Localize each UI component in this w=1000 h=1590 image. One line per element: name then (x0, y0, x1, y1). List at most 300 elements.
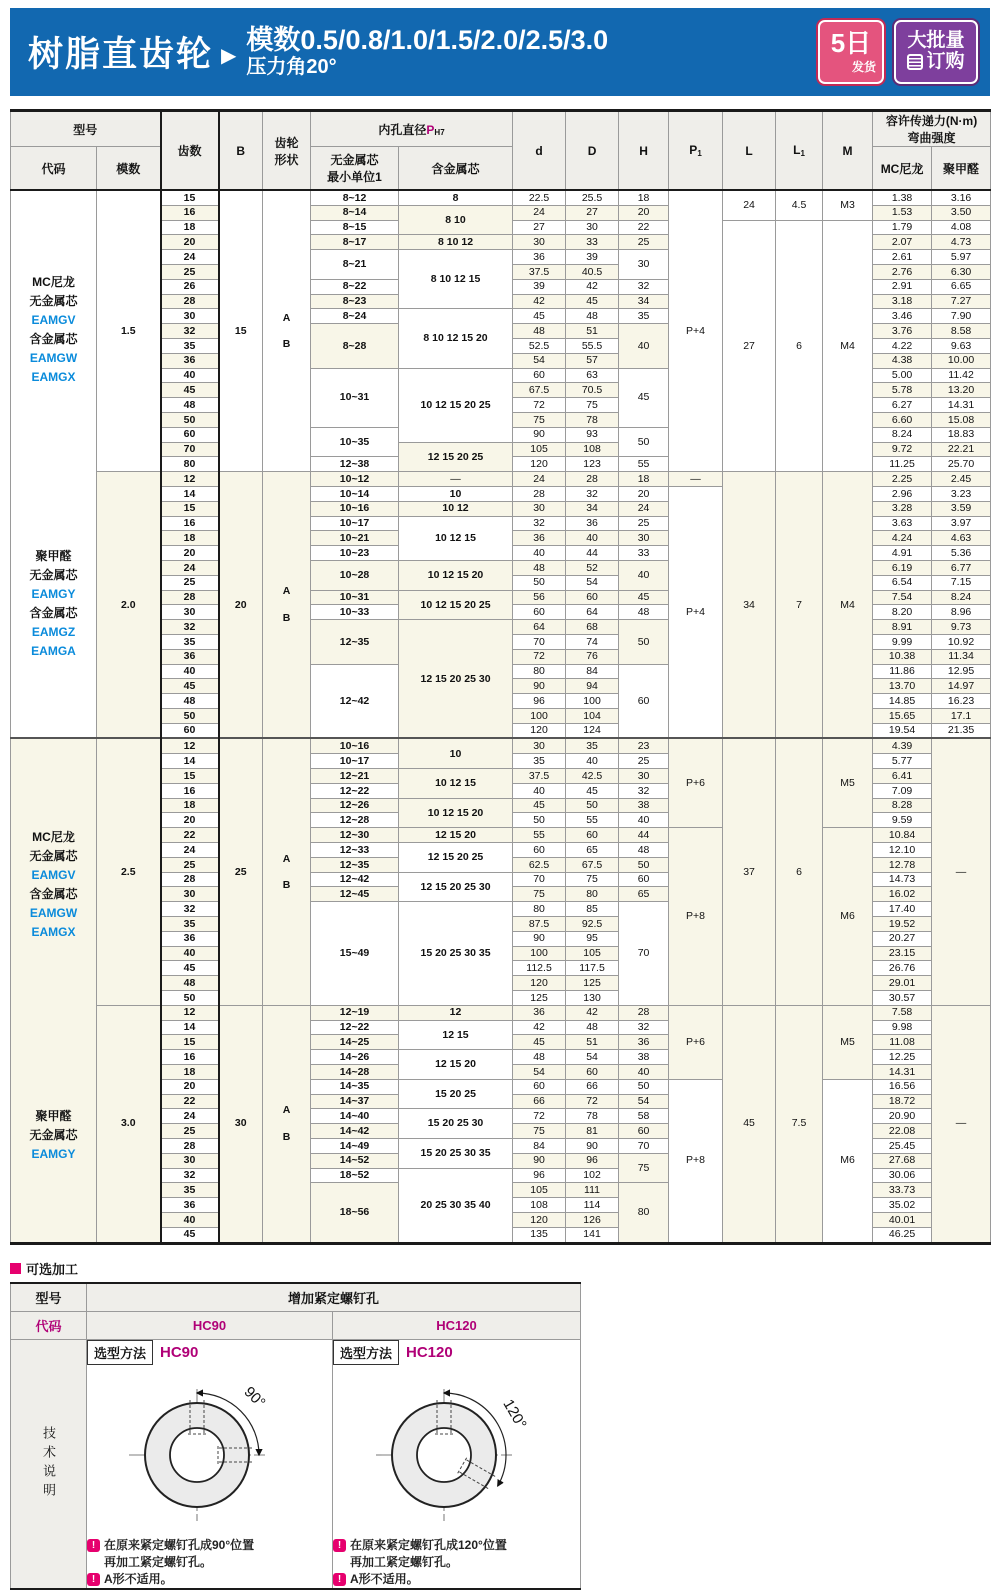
data-cell: 37.5 (513, 769, 566, 784)
data-cell: 80 (513, 902, 566, 917)
data-cell: 8.24 (932, 590, 991, 605)
data-cell: 123 (566, 457, 619, 472)
data-cell: 50 (513, 813, 566, 828)
data-cell: 15.65 (873, 708, 932, 723)
data-cell: 76 (566, 649, 619, 664)
teeth-cell: 18 (161, 531, 219, 546)
data-cell: 108 (566, 442, 619, 457)
data-cell: 55 (566, 813, 619, 828)
teeth-cell: 30 (161, 1153, 219, 1168)
data-cell: 15.08 (932, 412, 991, 427)
bore-cell: 10 12 (399, 501, 513, 516)
teeth-cell: 36 (161, 649, 219, 664)
bore-cell: 15~49 (311, 902, 399, 1006)
series-code-label: 含金属芯 (29, 886, 78, 901)
data-cell: 51 (566, 324, 619, 339)
bore-cell: 8 10 12 (399, 235, 513, 250)
data-cell: 70.5 (566, 383, 619, 398)
tech-notes (333, 1537, 580, 1588)
teeth-cell: 12 (161, 738, 219, 753)
data-cell: 6.77 (932, 560, 991, 575)
teeth-cell: 36 (161, 931, 219, 946)
data-cell: 22.5 (513, 190, 566, 205)
data-cell: 4.63 (932, 531, 991, 546)
data-cell: 42 (513, 294, 566, 309)
bore-cell: 12~42 (311, 664, 399, 738)
bore-cell: 14~26 (311, 1050, 399, 1065)
data-cell: 3.97 (932, 516, 991, 531)
data-cell: M5 (823, 738, 873, 827)
data-cell: 44 (619, 828, 669, 843)
data-cell: 75 (513, 1124, 566, 1139)
teeth-cell: 48 (161, 398, 219, 413)
data-cell: 10.00 (932, 353, 991, 368)
teeth-cell: 60 (161, 723, 219, 738)
data-cell: 3.18 (873, 294, 932, 309)
bore-cell: 12~33 (311, 843, 399, 858)
bore-cell: 12 15 20 25 (399, 442, 513, 472)
data-cell: 42.5 (566, 769, 619, 784)
data-cell: 2.45 (932, 472, 991, 487)
data-cell: 32 (619, 279, 669, 294)
bore-cell: 18~56 (311, 1183, 399, 1243)
data-cell: 10.84 (873, 828, 932, 843)
teeth-cell: 30 (161, 605, 219, 620)
data-cell: 30.57 (873, 991, 932, 1006)
bore-cell: 8 10 12 15 (399, 250, 513, 309)
bore-cell: 8~14 (311, 205, 399, 220)
data-cell: 3.23 (932, 486, 991, 501)
data-cell: 40 (566, 754, 619, 769)
teeth-cell: 20 (161, 546, 219, 561)
teeth-cell: 25 (161, 575, 219, 590)
bore-cell: 10~35 (311, 427, 399, 457)
bore-cell: 15 20 25 30 35 (399, 1139, 513, 1169)
series-code-label: EAMGV (31, 867, 76, 882)
note-line (333, 1537, 580, 1554)
data-cell: 124 (566, 723, 619, 738)
bore-cell: 12 (399, 1005, 513, 1020)
data-cell: 30 (619, 531, 669, 546)
bore-cell: 8~15 (311, 220, 399, 235)
series-code-label: EAMGV (31, 313, 76, 328)
data-cell: 60 (566, 828, 619, 843)
bore-cell: 14~25 (311, 1035, 399, 1050)
note-icon: ! (87, 1573, 100, 1586)
header-shape: 齿轮 形状 (263, 111, 311, 191)
data-cell: 11.25 (873, 457, 932, 472)
data-cell: 38 (619, 798, 669, 813)
teeth-cell: 36 (161, 1198, 219, 1213)
bore-cell: 14~28 (311, 1065, 399, 1080)
data-cell: 80 (619, 1183, 669, 1243)
data-cell: 50 (619, 427, 669, 457)
data-cell: 50 (513, 575, 566, 590)
badges (818, 20, 982, 84)
bore-cell: 10~16 (311, 738, 399, 753)
teeth-cell: 20 (161, 1079, 219, 1094)
bore-cell: 12~30 (311, 828, 399, 843)
bore-cell: 10~31 (311, 590, 399, 605)
teeth-cell: 15 (161, 769, 219, 784)
data-cell: 20.27 (873, 931, 932, 946)
teeth-cell: 18 (161, 220, 219, 235)
data-cell: 13.20 (932, 383, 991, 398)
data-cell: 16.56 (873, 1079, 932, 1094)
teeth-cell: 14 (161, 754, 219, 769)
data-cell: 48 (566, 1020, 619, 1035)
data-cell: 36 (513, 250, 566, 265)
angle-label: 90° (240, 1382, 269, 1412)
data-cell: 37.5 (513, 264, 566, 279)
data-cell: 52.5 (513, 338, 566, 353)
data-cell: 84 (513, 1139, 566, 1154)
bore-cell: 8~22 (311, 279, 399, 294)
data-cell: — (669, 472, 723, 487)
header-H: H (619, 111, 669, 191)
data-cell: 42 (566, 279, 619, 294)
data-cell: 72 (513, 649, 566, 664)
data-cell: M6 (823, 828, 873, 1006)
data-cell: 75 (513, 887, 566, 902)
selection-method (87, 1340, 332, 1365)
data-cell: 3.59 (932, 501, 991, 516)
data-cell: 36 (513, 531, 566, 546)
data-cell: 93 (566, 427, 619, 442)
data-cell: 4.24 (873, 531, 932, 546)
data-cell: 63 (566, 368, 619, 383)
data-cell: 37 (723, 738, 776, 1005)
header-L1: $L_1$ (776, 111, 823, 191)
data-cell: 13.70 (873, 679, 932, 694)
data-cell: 1.53 (873, 205, 932, 220)
data-cell: 40 (513, 546, 566, 561)
teeth-cell: 45 (161, 1227, 219, 1243)
teeth-cell: 16 (161, 783, 219, 798)
data-cell: 48 (619, 843, 669, 858)
data-cell: 102 (566, 1168, 619, 1183)
data-cell: 105 (513, 442, 566, 457)
module-cell: 2.0 (97, 472, 161, 739)
selection-method (333, 1340, 580, 1365)
data-cell: 67.5 (513, 383, 566, 398)
data-cell: 4.22 (873, 338, 932, 353)
data-cell: 2.07 (873, 235, 932, 250)
data-cell: 65 (566, 843, 619, 858)
teeth-cell: 12 (161, 1005, 219, 1020)
teeth-cell: 26 (161, 279, 219, 294)
gear-spec-table (10, 109, 991, 1245)
bore-cell: 12~35 (311, 620, 399, 664)
data-cell: 54 (566, 1050, 619, 1065)
data-cell: M4 (823, 472, 873, 739)
header-M: M (823, 111, 873, 191)
data-cell: 9.99 (873, 634, 932, 649)
data-cell: 39 (513, 279, 566, 294)
teeth-cell: 24 (161, 560, 219, 575)
data-cell: 104 (566, 708, 619, 723)
data-cell: 120 (513, 457, 566, 472)
data-cell: 33 (619, 546, 669, 561)
bore-cell: 14~42 (311, 1124, 399, 1139)
teeth-cell: 15 (161, 190, 219, 205)
teeth-cell: 32 (161, 1168, 219, 1183)
data-cell: P+8 (669, 828, 723, 1006)
data-cell: 80 (513, 664, 566, 679)
data-cell: 90 (513, 679, 566, 694)
hc90-detail-cell (87, 1339, 333, 1589)
data-cell: 6.19 (873, 560, 932, 575)
series-code-label: EAMGY (31, 1147, 76, 1162)
module-cell: 1.5 (97, 190, 161, 472)
data-cell: 9.73 (932, 620, 991, 635)
bore-cell: 10~28 (311, 560, 399, 590)
data-cell: 14.73 (873, 872, 932, 887)
width-b-cell: 15 (219, 190, 263, 472)
data-cell: 20.90 (873, 1109, 932, 1124)
data-cell: 27 (513, 220, 566, 235)
data-cell: 10.38 (873, 649, 932, 664)
series-code-label: EAMGY (31, 586, 76, 601)
data-cell: 22.08 (873, 1124, 932, 1139)
header-D: D (566, 111, 619, 191)
teeth-cell: 35 (161, 338, 219, 353)
bore-cell: 8~28 (311, 324, 399, 368)
series-code-label: 无金属芯 (29, 294, 78, 309)
data-cell: 12.25 (873, 1050, 932, 1065)
data-cell: 19.54 (873, 723, 932, 738)
page-title: 树脂直齿轮 (28, 35, 214, 74)
bore-cell: 8~21 (311, 250, 399, 280)
data-cell: 54 (513, 353, 566, 368)
data-cell: 52 (566, 560, 619, 575)
bore-cell: 12 15 20 (399, 828, 513, 843)
header-model: 型号 (11, 111, 161, 147)
badge-bulk-text: 大批量 (907, 30, 965, 52)
tech-notes (87, 1537, 332, 1588)
data-cell: 14.85 (873, 694, 932, 709)
data-cell: — (399, 472, 513, 487)
data-cell: 8.24 (873, 427, 932, 442)
data-cell: 2.25 (873, 472, 932, 487)
data-cell: 120 (513, 976, 566, 991)
data-cell: M3 (823, 190, 873, 220)
note-icon: ! (333, 1573, 346, 1586)
data-cell: 3.63 (873, 516, 932, 531)
angle-label: 120° (498, 1396, 530, 1432)
data-cell: 66 (513, 1094, 566, 1109)
data-cell: 33 (566, 235, 619, 250)
teeth-cell: 25 (161, 1124, 219, 1139)
bore-cell: 14~37 (311, 1094, 399, 1109)
data-cell: 96 (513, 1168, 566, 1183)
data-cell: 58 (619, 1109, 669, 1124)
bore-cell: 10 12 15 20 (399, 560, 513, 590)
data-cell: 25 (619, 516, 669, 531)
bore-cell: 12~21 (311, 769, 399, 784)
data-cell: 34 (619, 294, 669, 309)
teeth-cell: 15 (161, 1035, 219, 1050)
bore-cell: 20 25 30 35 40 (399, 1168, 513, 1243)
data-cell: 12.95 (932, 664, 991, 679)
table-row (11, 738, 991, 753)
module-cell: 3.0 (97, 1005, 161, 1243)
teeth-cell: 50 (161, 412, 219, 427)
data-cell: 11.08 (873, 1035, 932, 1050)
optional-machining-heading (10, 1259, 990, 1278)
width-b-cell: 30 (219, 1005, 263, 1243)
note-line (87, 1571, 332, 1588)
teeth-cell: 48 (161, 694, 219, 709)
table-body (11, 190, 991, 1243)
module-cell: 2.5 (97, 738, 161, 1005)
data-cell: 2.76 (873, 264, 932, 279)
data-cell: 54 (566, 575, 619, 590)
data-cell: 38 (619, 1050, 669, 1065)
teeth-cell: 60 (161, 427, 219, 442)
data-cell: 96 (566, 1153, 619, 1168)
data-cell: 60 (619, 872, 669, 887)
bore-cell: 12~19 (311, 1005, 399, 1020)
data-cell: 80 (566, 887, 619, 902)
data-cell: 42 (566, 1005, 619, 1020)
bore-cell: 8 10 12 15 20 (399, 309, 513, 368)
data-cell: 117.5 (566, 961, 619, 976)
data-cell: 125 (566, 976, 619, 991)
badge-order-line (907, 52, 964, 73)
data-cell: 55.5 (566, 338, 619, 353)
data-cell: 30 (513, 738, 566, 753)
data-cell: 105 (566, 946, 619, 961)
teeth-cell: 28 (161, 1139, 219, 1154)
data-cell: 135 (513, 1227, 566, 1243)
data-cell: 46.25 (873, 1227, 932, 1243)
method-code: HC90 (160, 1343, 199, 1361)
data-cell: 94 (566, 679, 619, 694)
data-cell: 8.96 (932, 605, 991, 620)
data-cell: 70 (513, 872, 566, 887)
teeth-cell: 40 (161, 368, 219, 383)
bore-cell: 12~35 (311, 857, 399, 872)
data-cell: P+4 (669, 486, 723, 738)
data-cell: 45 (723, 1005, 776, 1243)
header-no-metal: 无金属芯 最小单位1 (311, 147, 399, 191)
data-cell: 30.06 (873, 1168, 932, 1183)
series-code-label: EAMGA (31, 643, 76, 658)
data-cell: 44 (566, 546, 619, 561)
tech-notes-label: 技术说明 (11, 1339, 87, 1589)
table-row (11, 1005, 991, 1020)
teeth-cell: 28 (161, 294, 219, 309)
data-cell: 100 (566, 694, 619, 709)
data-cell: 23 (619, 738, 669, 753)
data-cell: 45 (566, 294, 619, 309)
data-cell: 25.45 (873, 1139, 932, 1154)
data-cell: 2.91 (873, 279, 932, 294)
data-cell: 20 (619, 486, 669, 501)
badge-days: 5日 (830, 27, 872, 58)
series-code-label: EAMGX (31, 370, 76, 385)
data-cell: 24 (513, 472, 566, 487)
bore-cell: 15 20 25 (399, 1079, 513, 1109)
data-cell: 17.1 (932, 708, 991, 723)
data-cell: 12.10 (873, 843, 932, 858)
bore-cell: 10~17 (311, 516, 399, 531)
data-cell: 11.42 (932, 368, 991, 383)
teeth-cell: 20 (161, 235, 219, 250)
teeth-cell: 28 (161, 590, 219, 605)
teeth-cell: 80 (161, 457, 219, 472)
bore-cell: 10 12 15 20 (399, 798, 513, 828)
data-cell: 112.5 (513, 961, 566, 976)
header-mc-nylon: MC尼龙 (873, 147, 932, 191)
data-cell: 108 (513, 1198, 566, 1213)
data-cell: 14.31 (873, 1065, 932, 1080)
data-cell: 8.58 (932, 324, 991, 339)
series-code-label: 无金属芯 (29, 1128, 78, 1143)
bore-cell: 12 15 20 25 30 (399, 872, 513, 902)
data-cell: 70 (619, 1139, 669, 1154)
note-icon: ! (87, 1539, 100, 1552)
data-cell: 32 (566, 486, 619, 501)
data-cell: 4.73 (932, 235, 991, 250)
data-cell: 9.72 (873, 442, 932, 457)
data-cell: 28 (619, 1005, 669, 1020)
bore-cell: 8~17 (311, 235, 399, 250)
data-cell: 5.78 (873, 383, 932, 398)
data-cell: 40 (619, 324, 669, 368)
method-code: HC120 (406, 1343, 453, 1361)
gear-diagram (97, 1367, 323, 1535)
teeth-cell: 22 (161, 1094, 219, 1109)
data-cell: 16.02 (873, 887, 932, 902)
data-cell: 2.61 (873, 250, 932, 265)
data-cell: 39 (566, 250, 619, 265)
opt-code-hc120: HC120 (333, 1311, 581, 1339)
data-cell: 9.98 (873, 1020, 932, 1035)
bore-cell: 12~38 (311, 457, 399, 472)
data-cell: 55 (513, 828, 566, 843)
series-code-label: MC尼龙 (32, 275, 75, 290)
teeth-cell: 50 (161, 708, 219, 723)
data-cell: 1.38 (873, 190, 932, 205)
data-cell: 141 (566, 1227, 619, 1243)
data-cell: 30 (619, 769, 669, 784)
data-cell: 45 (566, 783, 619, 798)
note-text: 在原来紧定螺钉孔成90°位置 (104, 1537, 255, 1552)
data-cell: — (932, 1005, 991, 1243)
data-cell: 40 (619, 560, 669, 590)
data-cell: P+4 (669, 190, 723, 472)
data-cell: 48 (513, 560, 566, 575)
data-cell: 20 (619, 205, 669, 220)
bore-cell: 12~42 (311, 872, 399, 887)
data-cell: 22 (619, 220, 669, 235)
width-b-cell: 25 (219, 738, 263, 1005)
bore-cell: 10 (399, 486, 513, 501)
data-cell: 3.46 (873, 309, 932, 324)
bore-cell: 14~40 (311, 1109, 399, 1124)
data-cell: 48 (513, 1050, 566, 1065)
series-code-label: MC尼龙 (32, 829, 75, 844)
table-row (11, 472, 991, 487)
teeth-cell: 30 (161, 309, 219, 324)
data-cell: 7 (776, 472, 823, 739)
note-line (104, 1554, 332, 1571)
data-cell: 90 (513, 427, 566, 442)
data-cell: 60 (619, 664, 669, 738)
data-cell: 30 (566, 220, 619, 235)
